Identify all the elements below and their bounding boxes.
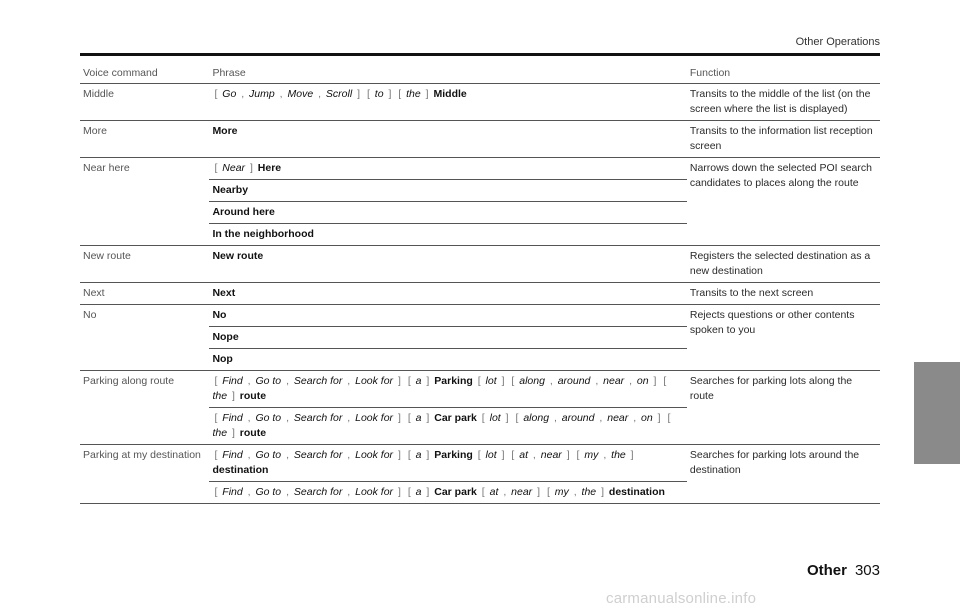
- cell-phrase: [ Find , Go to , Search for , Look for ] [ a ] Car park [ at , near ] [ my , the ] destination: [209, 482, 686, 504]
- header-rule: [80, 53, 880, 56]
- cell-function: Rejects questions or other contents spoken to you: [687, 305, 880, 371]
- cell-phrase: [ Near ] Here: [209, 158, 686, 180]
- cell-voice-command: Parking at my destination: [80, 445, 209, 504]
- cell-function: Transits to the information list reception screen: [687, 121, 880, 158]
- cell-phrase: New route: [209, 246, 686, 283]
- table-row: [80, 158, 880, 180]
- footer-section-label: Other: [806, 562, 847, 579]
- cell-phrase: No: [209, 305, 686, 327]
- cell-voice-command: Middle: [80, 84, 209, 121]
- table-row: [80, 84, 880, 121]
- cell-voice-command: Parking along route: [80, 371, 209, 445]
- cell-phrase: [ Find , Go to , Search for , Look for ] [ a ] Parking [ lot ] [ at , near ] [ my , the ] destination: [209, 445, 686, 482]
- cell-voice-command: New route: [80, 246, 209, 283]
- cell-function: Transits to the next screen: [687, 283, 880, 305]
- cell-phrase: [ Find , Go to , Search for , Look for ] [ a ] Car park [ lot ] [ along , around , near , on ] [ the ] route: [209, 408, 686, 445]
- cell-phrase: Next: [209, 283, 686, 305]
- cell-phrase: [ Go , Jump , Move , Scroll ] [ to ] [ the ] Middle: [209, 84, 686, 121]
- cell-function: Narrows down the selected POI search candidates to places along the route: [687, 158, 880, 246]
- cell-phrase: In the neighborhood: [209, 224, 686, 246]
- voice-command-table: [80, 63, 880, 504]
- site-watermark: carmanualsonline.info: [606, 590, 757, 607]
- cell-phrase: Nop: [209, 349, 686, 371]
- table-row: [80, 246, 880, 283]
- column-header-command: Voice command: [80, 63, 209, 84]
- table-row: [80, 371, 880, 408]
- table-header-row: [80, 63, 880, 84]
- cell-function: Searches for parking lots around the destination: [687, 445, 880, 504]
- cell-voice-command: No: [80, 305, 209, 371]
- cell-function: Registers the selected destination as a new destination: [687, 246, 880, 283]
- table-row: [80, 445, 880, 482]
- chapter-side-tab: [914, 362, 960, 464]
- cell-phrase: More: [209, 121, 686, 158]
- cell-phrase: Nope: [209, 327, 686, 349]
- cell-function: Transits to the middle of the list (on the screen where the list is displayed): [687, 84, 880, 121]
- cell-function: Searches for parking lots along the route: [687, 371, 880, 445]
- cell-voice-command: More: [80, 121, 209, 158]
- column-header-phrase: Phrase: [209, 63, 686, 84]
- page-footer: [807, 562, 880, 579]
- table-row: [80, 283, 880, 305]
- cell-phrase: [ Find , Go to , Search for , Look for ] [ a ] Parking [ lot ] [ along , around , near , on ] [ the ] route: [209, 371, 686, 408]
- cell-phrase: Around here: [209, 202, 686, 224]
- column-header-function: Function: [687, 63, 880, 84]
- table-row: [80, 121, 880, 158]
- page-number: 303: [854, 562, 880, 579]
- page-section-title: Other Operations: [795, 36, 880, 48]
- cell-phrase: Nearby: [209, 180, 686, 202]
- table-row: [80, 305, 880, 327]
- table-body: [80, 84, 880, 504]
- cell-voice-command: Next: [80, 283, 209, 305]
- cell-voice-command: Near here: [80, 158, 209, 246]
